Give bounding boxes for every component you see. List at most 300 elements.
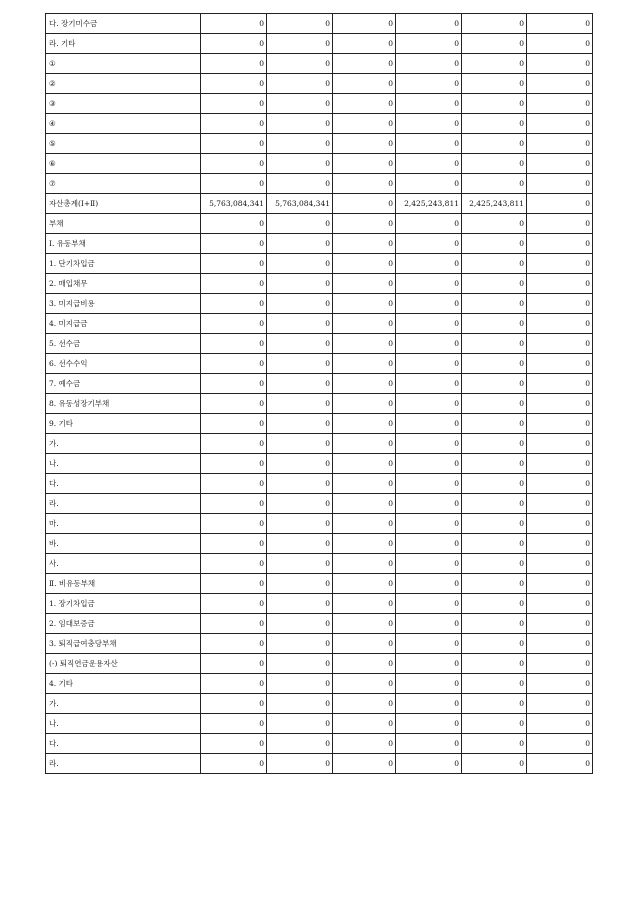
value-cell: 0 [396, 734, 462, 754]
value-cell: 0 [462, 554, 527, 574]
value-cell: 0 [201, 714, 267, 734]
value-cell: 0 [527, 614, 593, 634]
value-cell: 0 [333, 414, 396, 434]
value-cell: 0 [201, 94, 267, 114]
value-cell: 0 [267, 454, 333, 474]
value-cell: 0 [333, 574, 396, 594]
value-cell: 0 [201, 314, 267, 334]
table-row [46, 634, 593, 654]
value-cell: 0 [462, 514, 527, 534]
table-row [46, 474, 593, 494]
value-cell: 0 [527, 434, 593, 454]
value-cell: 0 [201, 294, 267, 314]
value-cell: 0 [333, 674, 396, 694]
row-label: 9. 기타 [46, 414, 201, 434]
value-cell: 0 [201, 354, 267, 374]
value-cell: 0 [333, 54, 396, 74]
value-cell: 0 [462, 74, 527, 94]
value-cell: 0 [267, 354, 333, 374]
value-cell: 0 [201, 614, 267, 634]
value-cell: 0 [333, 554, 396, 574]
value-cell: 0 [396, 614, 462, 634]
value-cell: 0 [527, 14, 593, 34]
row-label: 마. [46, 514, 201, 534]
value-cell: 0 [267, 214, 333, 234]
value-cell: 0 [333, 474, 396, 494]
value-cell: 0 [396, 154, 462, 174]
value-cell: 0 [396, 214, 462, 234]
value-cell: 0 [267, 714, 333, 734]
value-cell: 0 [527, 214, 593, 234]
value-cell: 0 [333, 114, 396, 134]
table-row [46, 94, 593, 114]
value-cell: 0 [267, 94, 333, 114]
value-cell: 0 [267, 254, 333, 274]
row-label: 7. 예수금 [46, 374, 201, 394]
value-cell: 0 [396, 274, 462, 294]
value-cell: 0 [527, 134, 593, 154]
value-cell: 0 [333, 634, 396, 654]
value-cell: 0 [201, 754, 267, 774]
value-cell: 0 [333, 194, 396, 214]
row-label: 5. 선수금 [46, 334, 201, 354]
value-cell: 0 [462, 354, 527, 374]
value-cell: 0 [527, 754, 593, 774]
value-cell: 0 [462, 694, 527, 714]
value-cell: 0 [396, 434, 462, 454]
value-cell: 0 [527, 534, 593, 554]
value-cell: 0 [462, 474, 527, 494]
row-label: ⑤ [46, 134, 201, 154]
value-cell: 0 [527, 374, 593, 394]
value-cell: 0 [527, 174, 593, 194]
value-cell: 0 [267, 294, 333, 314]
row-label: ③ [46, 94, 201, 114]
row-label: 8. 유동성장기부채 [46, 394, 201, 414]
value-cell: 0 [396, 594, 462, 614]
table-row [46, 194, 593, 214]
value-cell: 0 [333, 334, 396, 354]
value-cell: 0 [267, 54, 333, 74]
value-cell: 0 [396, 314, 462, 334]
value-cell: 0 [201, 514, 267, 534]
row-label: Ⅱ. 비유동부채 [46, 574, 201, 594]
value-cell: 0 [201, 734, 267, 754]
row-label: 나. [46, 454, 201, 474]
value-cell: 0 [201, 334, 267, 354]
value-cell: 0 [201, 434, 267, 454]
row-label: 1. 장기차입금 [46, 594, 201, 614]
table-row [46, 434, 593, 454]
value-cell: 0 [333, 74, 396, 94]
value-cell: 0 [462, 54, 527, 74]
table-row [46, 314, 593, 334]
row-label: ④ [46, 114, 201, 134]
value-cell: 0 [527, 514, 593, 534]
value-cell: 0 [267, 514, 333, 534]
table-row [46, 174, 593, 194]
value-cell: 0 [462, 374, 527, 394]
table-row [46, 74, 593, 94]
value-cell: 0 [267, 14, 333, 34]
value-cell: 0 [333, 494, 396, 514]
value-cell: 0 [396, 494, 462, 514]
row-label: 가. [46, 694, 201, 714]
value-cell: 0 [267, 74, 333, 94]
value-cell: 0 [527, 94, 593, 114]
value-cell: 0 [462, 94, 527, 114]
value-cell: 0 [396, 454, 462, 474]
value-cell: 0 [201, 14, 267, 34]
value-cell: 0 [396, 354, 462, 374]
table-row [46, 354, 593, 374]
value-cell: 0 [462, 154, 527, 174]
table-row [46, 494, 593, 514]
table-row [46, 694, 593, 714]
value-cell: 0 [396, 94, 462, 114]
value-cell: 0 [333, 314, 396, 334]
value-cell: 0 [527, 234, 593, 254]
value-cell: 5,763,084,341 [201, 194, 267, 214]
value-cell: 0 [333, 654, 396, 674]
value-cell: 0 [267, 754, 333, 774]
value-cell: 0 [396, 474, 462, 494]
value-cell: 0 [267, 574, 333, 594]
table-row [46, 394, 593, 414]
value-cell: 0 [462, 174, 527, 194]
value-cell: 0 [201, 394, 267, 414]
value-cell: 0 [201, 34, 267, 54]
table-row [46, 674, 593, 694]
value-cell: 0 [462, 734, 527, 754]
value-cell: 0 [201, 494, 267, 514]
value-cell: 0 [462, 714, 527, 734]
value-cell: 0 [462, 14, 527, 34]
value-cell: 0 [267, 634, 333, 654]
table-row [46, 254, 593, 274]
row-label: 다. [46, 474, 201, 494]
value-cell: 0 [201, 374, 267, 394]
row-label: 자산총계(Ⅰ+Ⅱ) [46, 194, 201, 214]
value-cell: 0 [396, 694, 462, 714]
value-cell: 0 [527, 694, 593, 714]
row-label: 1. 단기차입금 [46, 254, 201, 274]
value-cell: 0 [396, 74, 462, 94]
value-cell: 0 [527, 454, 593, 474]
value-cell: 0 [333, 14, 396, 34]
value-cell: 0 [201, 134, 267, 154]
value-cell: 0 [201, 574, 267, 594]
row-label: 2. 매입채무 [46, 274, 201, 294]
value-cell: 0 [267, 374, 333, 394]
value-cell: 0 [333, 154, 396, 174]
table-row [46, 374, 593, 394]
value-cell: 0 [527, 734, 593, 754]
row-label: 3. 퇴직급여충당부채 [46, 634, 201, 654]
value-cell: 0 [333, 254, 396, 274]
value-cell: 0 [396, 174, 462, 194]
value-cell: 0 [527, 494, 593, 514]
value-cell: 0 [201, 674, 267, 694]
value-cell: 0 [396, 674, 462, 694]
value-cell: 0 [267, 114, 333, 134]
value-cell: 0 [462, 754, 527, 774]
row-label: 4. 미지급금 [46, 314, 201, 334]
value-cell: 0 [527, 194, 593, 214]
value-cell: 0 [267, 234, 333, 254]
value-cell: 0 [396, 234, 462, 254]
value-cell: 0 [396, 374, 462, 394]
value-cell: 0 [527, 574, 593, 594]
value-cell: 0 [201, 234, 267, 254]
table-row [46, 294, 593, 314]
value-cell: 0 [527, 554, 593, 574]
table-row [46, 614, 593, 634]
table-row [46, 14, 593, 34]
value-cell: 0 [462, 674, 527, 694]
value-cell: 0 [527, 294, 593, 314]
value-cell: 0 [527, 34, 593, 54]
value-cell: 0 [396, 334, 462, 354]
value-cell: 0 [201, 554, 267, 574]
value-cell: 0 [396, 114, 462, 134]
table-row [46, 654, 593, 674]
value-cell: 0 [462, 454, 527, 474]
value-cell: 0 [267, 654, 333, 674]
value-cell: 0 [462, 34, 527, 54]
value-cell: 0 [201, 454, 267, 474]
value-cell: 0 [267, 314, 333, 334]
value-cell: 0 [267, 154, 333, 174]
value-cell: 0 [527, 114, 593, 134]
value-cell: 0 [527, 274, 593, 294]
row-label: 라. 기타 [46, 34, 201, 54]
value-cell: 0 [201, 74, 267, 94]
table-row [46, 334, 593, 354]
row-label: 사. [46, 554, 201, 574]
value-cell: 0 [527, 74, 593, 94]
row-label: 3. 미지급비용 [46, 294, 201, 314]
table-row [46, 734, 593, 754]
row-label: 4. 기타 [46, 674, 201, 694]
value-cell: 0 [462, 494, 527, 514]
value-cell: 0 [527, 334, 593, 354]
value-cell: 0 [333, 374, 396, 394]
value-cell: 0 [267, 274, 333, 294]
value-cell: 0 [201, 474, 267, 494]
value-cell: 0 [462, 614, 527, 634]
value-cell: 0 [462, 534, 527, 554]
value-cell: 0 [267, 34, 333, 54]
value-cell: 0 [396, 554, 462, 574]
table-row [46, 154, 593, 174]
value-cell: 0 [527, 594, 593, 614]
value-cell: 0 [527, 414, 593, 434]
value-cell: 0 [267, 334, 333, 354]
balance-sheet-table [45, 13, 593, 774]
value-cell: 0 [462, 214, 527, 234]
value-cell: 0 [396, 34, 462, 54]
value-cell: 0 [267, 434, 333, 454]
table-row [46, 754, 593, 774]
value-cell: 0 [462, 334, 527, 354]
row-label: 부채 [46, 214, 201, 234]
value-cell: 0 [527, 314, 593, 334]
row-label: 다. [46, 734, 201, 754]
row-label: 6. 선수수익 [46, 354, 201, 374]
table-row [46, 274, 593, 294]
row-label: Ⅰ. 유동부채 [46, 234, 201, 254]
value-cell: 0 [396, 134, 462, 154]
value-cell: 0 [462, 274, 527, 294]
table-row [46, 114, 593, 134]
value-cell: 0 [333, 274, 396, 294]
table-row [46, 234, 593, 254]
value-cell: 0 [267, 554, 333, 574]
value-cell: 0 [333, 714, 396, 734]
value-cell: 0 [333, 534, 396, 554]
row-label: 나. [46, 714, 201, 734]
value-cell: 0 [527, 674, 593, 694]
table-body [46, 14, 593, 774]
value-cell: 0 [333, 394, 396, 414]
value-cell: 0 [396, 654, 462, 674]
value-cell: 0 [396, 514, 462, 534]
value-cell: 0 [333, 454, 396, 474]
value-cell: 0 [462, 594, 527, 614]
value-cell: 0 [267, 394, 333, 414]
value-cell: 0 [201, 154, 267, 174]
value-cell: 0 [333, 434, 396, 454]
value-cell: 0 [527, 714, 593, 734]
value-cell: 0 [333, 34, 396, 54]
value-cell: 0 [396, 294, 462, 314]
table-row [46, 214, 593, 234]
value-cell: 0 [267, 694, 333, 714]
value-cell: 0 [333, 234, 396, 254]
table-row [46, 714, 593, 734]
value-cell: 0 [527, 654, 593, 674]
value-cell: 0 [396, 534, 462, 554]
value-cell: 0 [396, 14, 462, 34]
value-cell: 0 [462, 314, 527, 334]
value-cell: 0 [396, 754, 462, 774]
value-cell: 0 [201, 694, 267, 714]
row-label: (-) 퇴직연금운용자산 [46, 654, 201, 674]
table-row [46, 574, 593, 594]
value-cell: 0 [333, 134, 396, 154]
value-cell: 0 [527, 54, 593, 74]
value-cell: 0 [396, 54, 462, 74]
value-cell: 0 [333, 614, 396, 634]
value-cell: 0 [201, 634, 267, 654]
table-row [46, 134, 593, 154]
row-label: 가. [46, 434, 201, 454]
value-cell: 0 [527, 474, 593, 494]
value-cell: 0 [333, 734, 396, 754]
table-row [46, 514, 593, 534]
value-cell: 0 [201, 54, 267, 74]
value-cell: 0 [201, 414, 267, 434]
row-label: 바. [46, 534, 201, 554]
value-cell: 0 [462, 294, 527, 314]
value-cell: 0 [201, 254, 267, 274]
value-cell: 0 [396, 574, 462, 594]
value-cell: 0 [527, 354, 593, 374]
value-cell: 0 [201, 594, 267, 614]
value-cell: 0 [201, 654, 267, 674]
value-cell: 0 [267, 674, 333, 694]
value-cell: 0 [462, 634, 527, 654]
row-label: 라. [46, 494, 201, 514]
value-cell: 0 [396, 394, 462, 414]
value-cell: 0 [267, 414, 333, 434]
value-cell: 0 [201, 174, 267, 194]
row-label: 2. 임대보증금 [46, 614, 201, 634]
value-cell: 0 [462, 394, 527, 414]
table-row [46, 594, 593, 614]
value-cell: 0 [333, 94, 396, 114]
table-row [46, 534, 593, 554]
row-label: 라. [46, 754, 201, 774]
row-label: ⑦ [46, 174, 201, 194]
value-cell: 0 [333, 354, 396, 374]
value-cell: 0 [267, 594, 333, 614]
value-cell: 0 [333, 594, 396, 614]
value-cell: 0 [396, 254, 462, 274]
table-row [46, 454, 593, 474]
value-cell: 0 [267, 134, 333, 154]
row-label: 다. 장기미수금 [46, 14, 201, 34]
value-cell: 0 [267, 474, 333, 494]
value-cell: 5,763,084,341 [267, 194, 333, 214]
value-cell: 0 [333, 754, 396, 774]
value-cell: 0 [462, 134, 527, 154]
value-cell: 2,425,243,811 [396, 194, 462, 214]
value-cell: 0 [201, 534, 267, 554]
value-cell: 0 [333, 174, 396, 194]
value-cell: 0 [333, 694, 396, 714]
value-cell: 0 [267, 734, 333, 754]
value-cell: 0 [462, 114, 527, 134]
value-cell: 0 [462, 434, 527, 454]
value-cell: 0 [462, 254, 527, 274]
value-cell: 0 [462, 414, 527, 434]
value-cell: 0 [333, 214, 396, 234]
value-cell: 0 [267, 614, 333, 634]
value-cell: 0 [333, 514, 396, 534]
value-cell: 0 [527, 634, 593, 654]
value-cell: 0 [396, 634, 462, 654]
table-row [46, 54, 593, 74]
row-label: ⑥ [46, 154, 201, 174]
value-cell: 0 [527, 154, 593, 174]
value-cell: 2,425,243,811 [462, 194, 527, 214]
value-cell: 0 [527, 394, 593, 414]
value-cell: 0 [201, 274, 267, 294]
value-cell: 0 [201, 214, 267, 234]
row-label: ② [46, 74, 201, 94]
value-cell: 0 [267, 494, 333, 514]
value-cell: 0 [462, 574, 527, 594]
value-cell: 0 [333, 294, 396, 314]
value-cell: 0 [267, 174, 333, 194]
row-label: ① [46, 54, 201, 74]
table-row [46, 34, 593, 54]
value-cell: 0 [201, 114, 267, 134]
value-cell: 0 [527, 254, 593, 274]
value-cell: 0 [267, 534, 333, 554]
